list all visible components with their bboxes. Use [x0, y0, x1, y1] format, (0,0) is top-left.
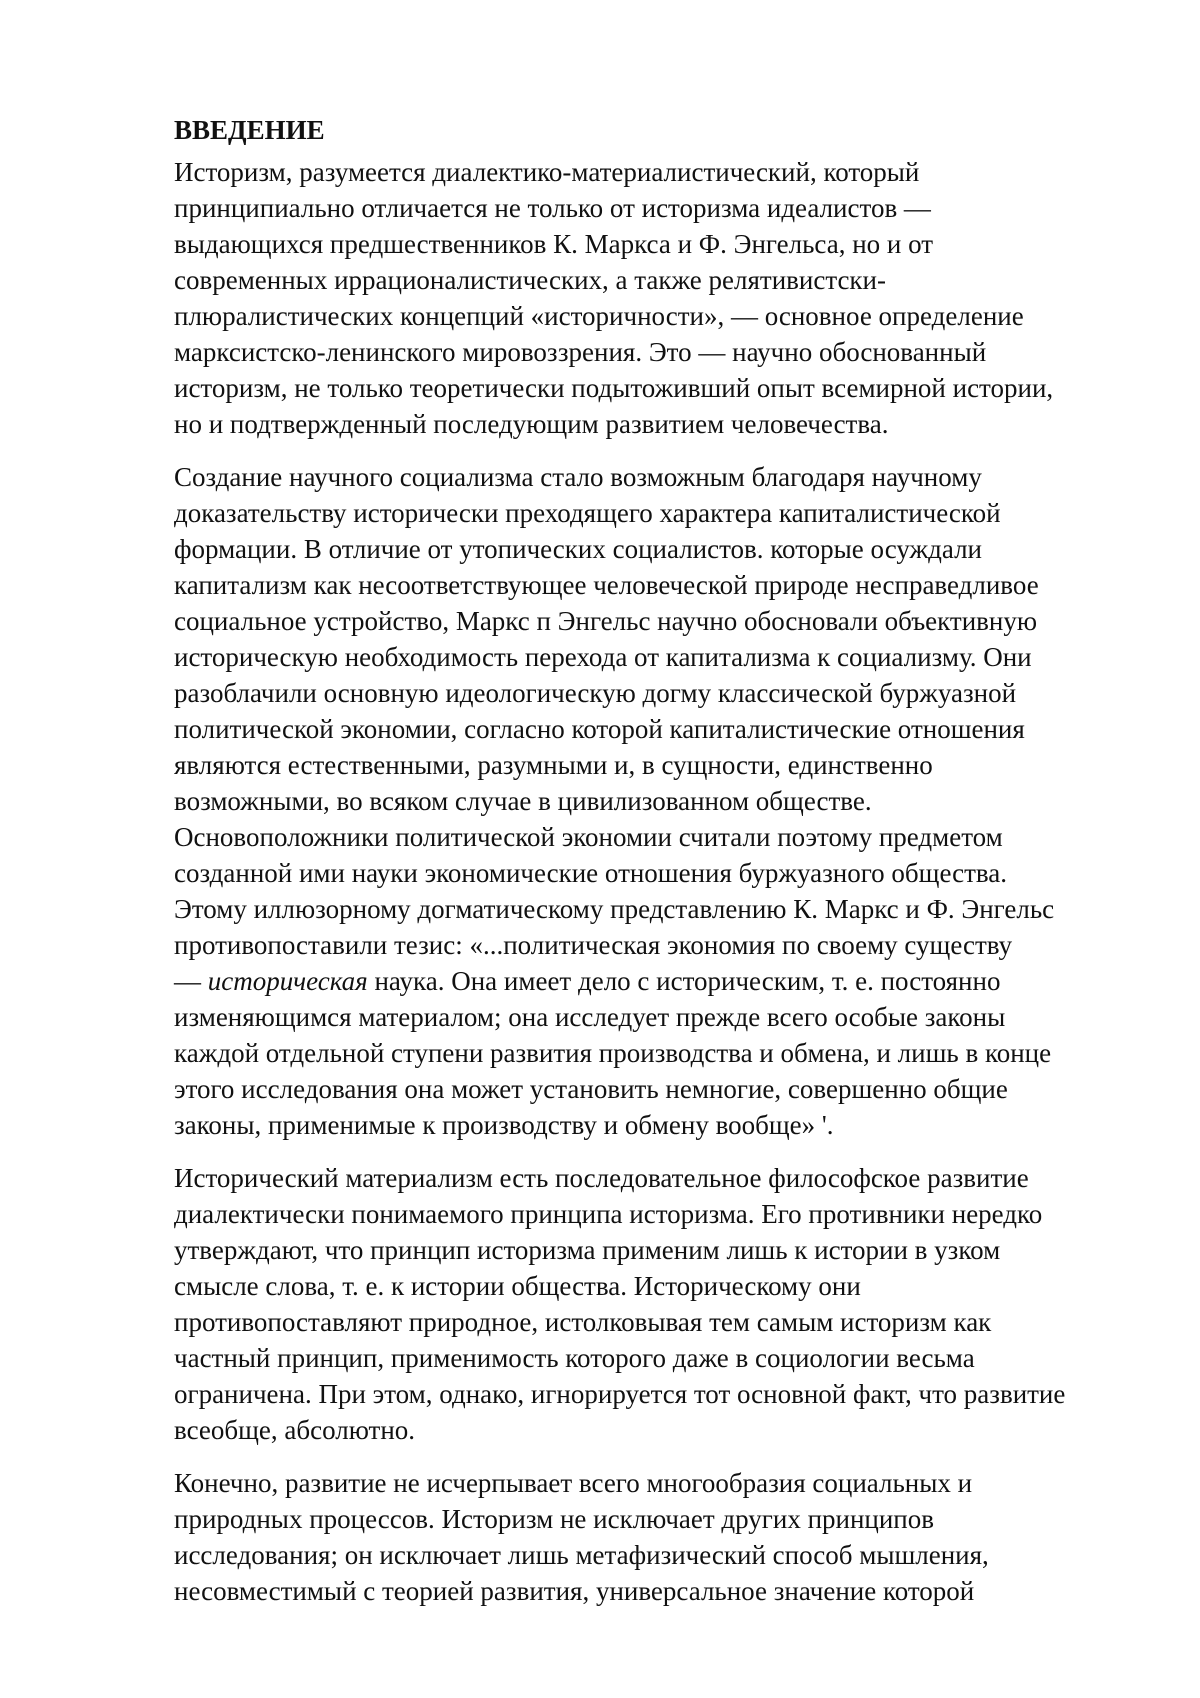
text-line: являются естественными, разумными и, в сущности, единственно: [174, 750, 933, 780]
text-line: плюралистических концепций «историчности», — основное определение: [174, 301, 1024, 331]
text-line: доказательству исторически преходящего характера капиталистической: [174, 498, 1001, 528]
text-line: частный принцип, применимость которого даже в социологии весьма: [174, 1343, 975, 1373]
text-line: созданной ими науки экономические отношения буржуазного общества.: [174, 858, 1008, 888]
text-line: изменяющимся материалом; она исследует прежде всего особые законы: [174, 1002, 1006, 1032]
text-line: противопоставили тезис: «...политическая экономия по своему существу: [174, 930, 1013, 960]
text-line: выдающихся предшественников К. Маркса и Ф. Энгельса, но и от: [174, 229, 934, 259]
text-line: социальное устройство, Маркс п Энгельс научно обосновали объективную: [174, 606, 1038, 636]
text-line: возможными, во всяком случае в цивилизованном обществе.: [174, 786, 872, 816]
text-line: капитализм как несоответствующее человеческой природе несправедливое: [174, 570, 1039, 600]
italic-line-suffix: наука. Она имеет дело с историческим, т. е. постоянно: [367, 966, 1001, 996]
paragraph-4: [174, 1465, 1134, 1609]
text-line: Конечно, развитие не исчерпывает всего многообразия социальных и: [174, 1468, 973, 1498]
text-line: формации. В отличие от утопических социалистов. которые осуждали: [174, 534, 982, 564]
text-line: историзм, не только теоретически подытоживший опыт всемирной истории,: [174, 373, 1054, 403]
text-line: современных иррационалистических, а также релятивистски-: [174, 265, 886, 295]
text-line-with-italic: [174, 963, 1134, 999]
text-line: этого исследования она может установить немногие, совершенно общие: [174, 1074, 1008, 1104]
text-line: Этому иллюзорному догматическому представлению К. Маркс и Ф. Энгельс: [174, 894, 1055, 924]
text-line: Основоположники политической экономии считали поэтому предметом: [174, 822, 1003, 852]
text-line: принципиально отличается не только от историзма идеалистов —: [174, 193, 931, 223]
text-line: законы, применимые к производству и обмену вообще» '.: [174, 1110, 834, 1140]
text-line: исследования; он исключает лишь метафизический способ мышления,: [174, 1540, 989, 1570]
paragraph-2: [174, 459, 1134, 1143]
paragraph-3: [174, 1160, 1134, 1448]
italic-emphasis: историческая: [207, 966, 368, 996]
text-line: ограничена. При этом, однако, игнорируется тот основной факт, что развитие: [174, 1379, 1066, 1409]
text-line: диалектически понимаемого принципа историзма. Его противники нередко: [174, 1199, 1043, 1229]
text-line: несовместимый с теорией развития, универсальное значение которой: [174, 1576, 975, 1606]
text-line: марксистско-ленинского мировоззрения. Это — научно обоснованный: [174, 337, 987, 367]
text-line: природных процессов. Историзм не исключает других принципов: [174, 1504, 935, 1534]
text-line: утверждают, что принцип историзма применим лишь к истории в узком: [174, 1235, 1001, 1265]
text-line: противопоставляют природное, истолковывая тем самым историзм как: [174, 1307, 992, 1337]
text-line: смысле слова, т. е. к истории общества. Историческому они: [174, 1271, 861, 1301]
text-line: разоблачили основную идеологическую догму классической буржуазной: [174, 678, 1017, 708]
paragraph-1: [174, 154, 1134, 442]
italic-line-prefix: —: [174, 966, 208, 996]
text-line: каждой отдельной ступени развития производства и обмена, и лишь в конце: [174, 1038, 1052, 1068]
text-line: Историзм, разумеется диалектико-материалистический, который: [174, 157, 920, 187]
text-line: политической экономии, согласно которой капиталистические отношения: [174, 714, 1025, 744]
document-heading: ВВЕДЕНИЕ: [174, 115, 325, 145]
text-line: историческую необходимость перехода от капитализма к социализму. Они: [174, 642, 1032, 672]
text-line: Создание научного социализма стало возможным благодаря научному: [174, 462, 982, 492]
text-line: всеобще, абсолютно.: [174, 1415, 416, 1445]
text-line: Исторический материализм есть последовательное философское развитие: [174, 1163, 1029, 1193]
text-line: но и подтвержденный последующим развитием человечества.: [174, 409, 889, 439]
document-page: [174, 112, 1134, 1626]
